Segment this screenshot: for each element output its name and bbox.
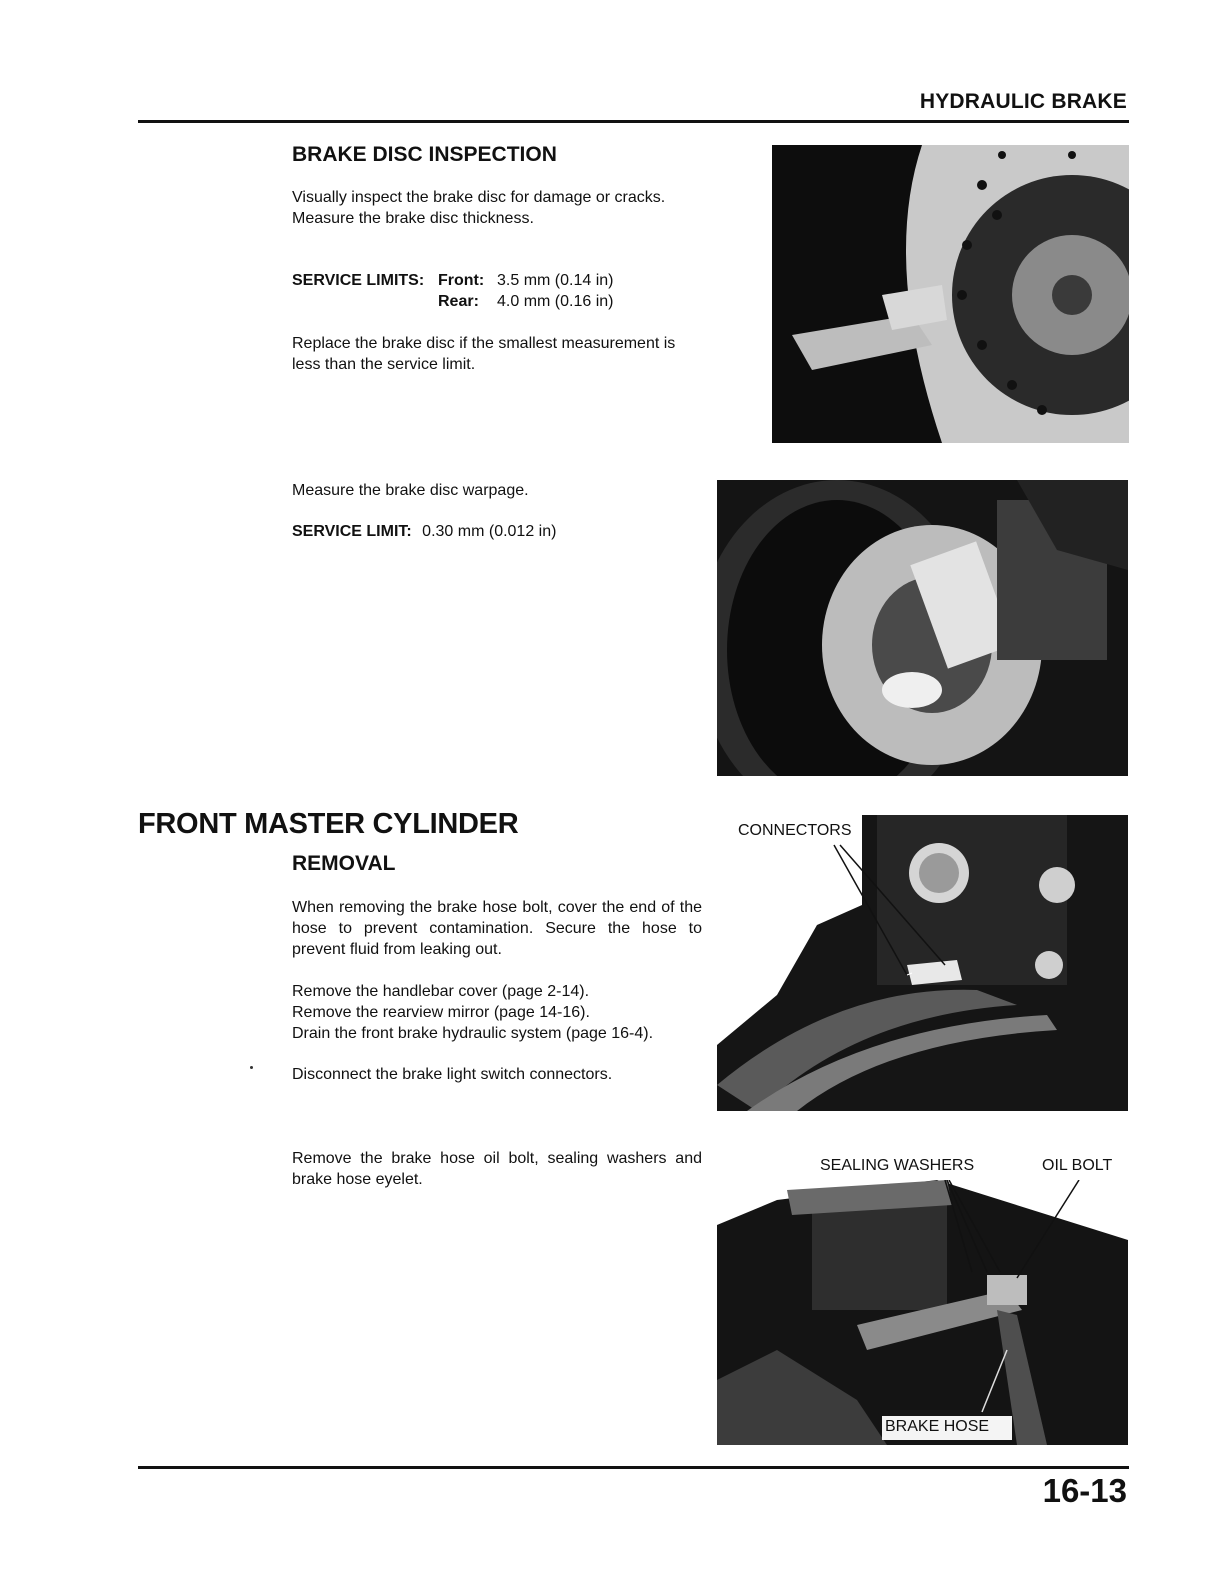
header-rule <box>138 120 1129 123</box>
replace-disc-paragraph: Replace the brake disc if the smallest measurement is less than the service limit. <box>292 335 676 373</box>
removal-subtitle: REMOVAL <box>292 852 396 875</box>
service-limit-line <box>292 521 556 542</box>
service-limits-label: SERVICE LIMITS: <box>292 272 425 289</box>
disc-visual-paragraph: Visually inspect the brake disc for damage or cracks. <box>292 189 666 206</box>
service-limit-value: 0.30 mm (0.012 in) <box>422 523 557 540</box>
service-limit-label: SERVICE LIMIT: <box>292 523 412 540</box>
removal-steps <box>292 981 702 1044</box>
step-disconnect-connectors: Disconnect the brake light switch connectors. <box>292 1066 613 1083</box>
stray-mark <box>250 1066 253 1069</box>
front-label: Front: <box>438 272 485 289</box>
front-value: 3.5 mm (0.14 in) <box>497 272 614 289</box>
page-number: 16-13 <box>1042 1472 1127 1509</box>
footer-rule <box>138 1466 1129 1469</box>
removal-caution-paragraph: When removing the brake hose bolt, cover the end of the hose to prevent contamination. Secure the hose to prevent fluid from leaking out. <box>292 899 702 958</box>
step-handlebar-cover: Remove the handlebar cover (page 2-14). <box>292 983 590 1000</box>
connectors-label: CONNECTORS <box>738 822 852 839</box>
step-rearview-mirror: Remove the rearview mirror (page 14-16). <box>292 1004 590 1021</box>
disc-thickness-photo <box>772 145 1129 443</box>
connectors-photo <box>717 815 1128 1111</box>
master-cylinder-title: FRONT MASTER CYLINDER <box>138 808 519 840</box>
rear-value: 4.0 mm (0.16 in) <box>497 293 614 310</box>
rear-label: Rear: <box>438 293 479 310</box>
step-drain-system: Drain the front brake hydraulic system (page 16-4). <box>292 1025 654 1042</box>
disc-thickness-paragraph: Measure the brake disc thickness. <box>292 210 534 227</box>
oil-bolt-label: OIL BOLT <box>1042 1157 1113 1174</box>
disc-inspection-text <box>292 187 702 229</box>
section-header: HYDRAULIC BRAKE <box>919 90 1127 113</box>
service-limits-block <box>292 270 614 312</box>
disc-inspection-title: BRAKE DISC INSPECTION <box>292 143 557 166</box>
warpage-paragraph: Measure the brake disc warpage. <box>292 482 529 499</box>
oil-bolt-photo <box>717 1180 1128 1445</box>
brake-hose-label: BRAKE HOSE <box>885 1418 990 1435</box>
disc-warpage-photo <box>717 480 1128 776</box>
sealing-washers-label: SEALING WASHERS <box>820 1157 975 1174</box>
step-remove-oil-bolt: Remove the brake hose oil bolt, sealing washers and brake hose eyelet. <box>292 1150 702 1188</box>
